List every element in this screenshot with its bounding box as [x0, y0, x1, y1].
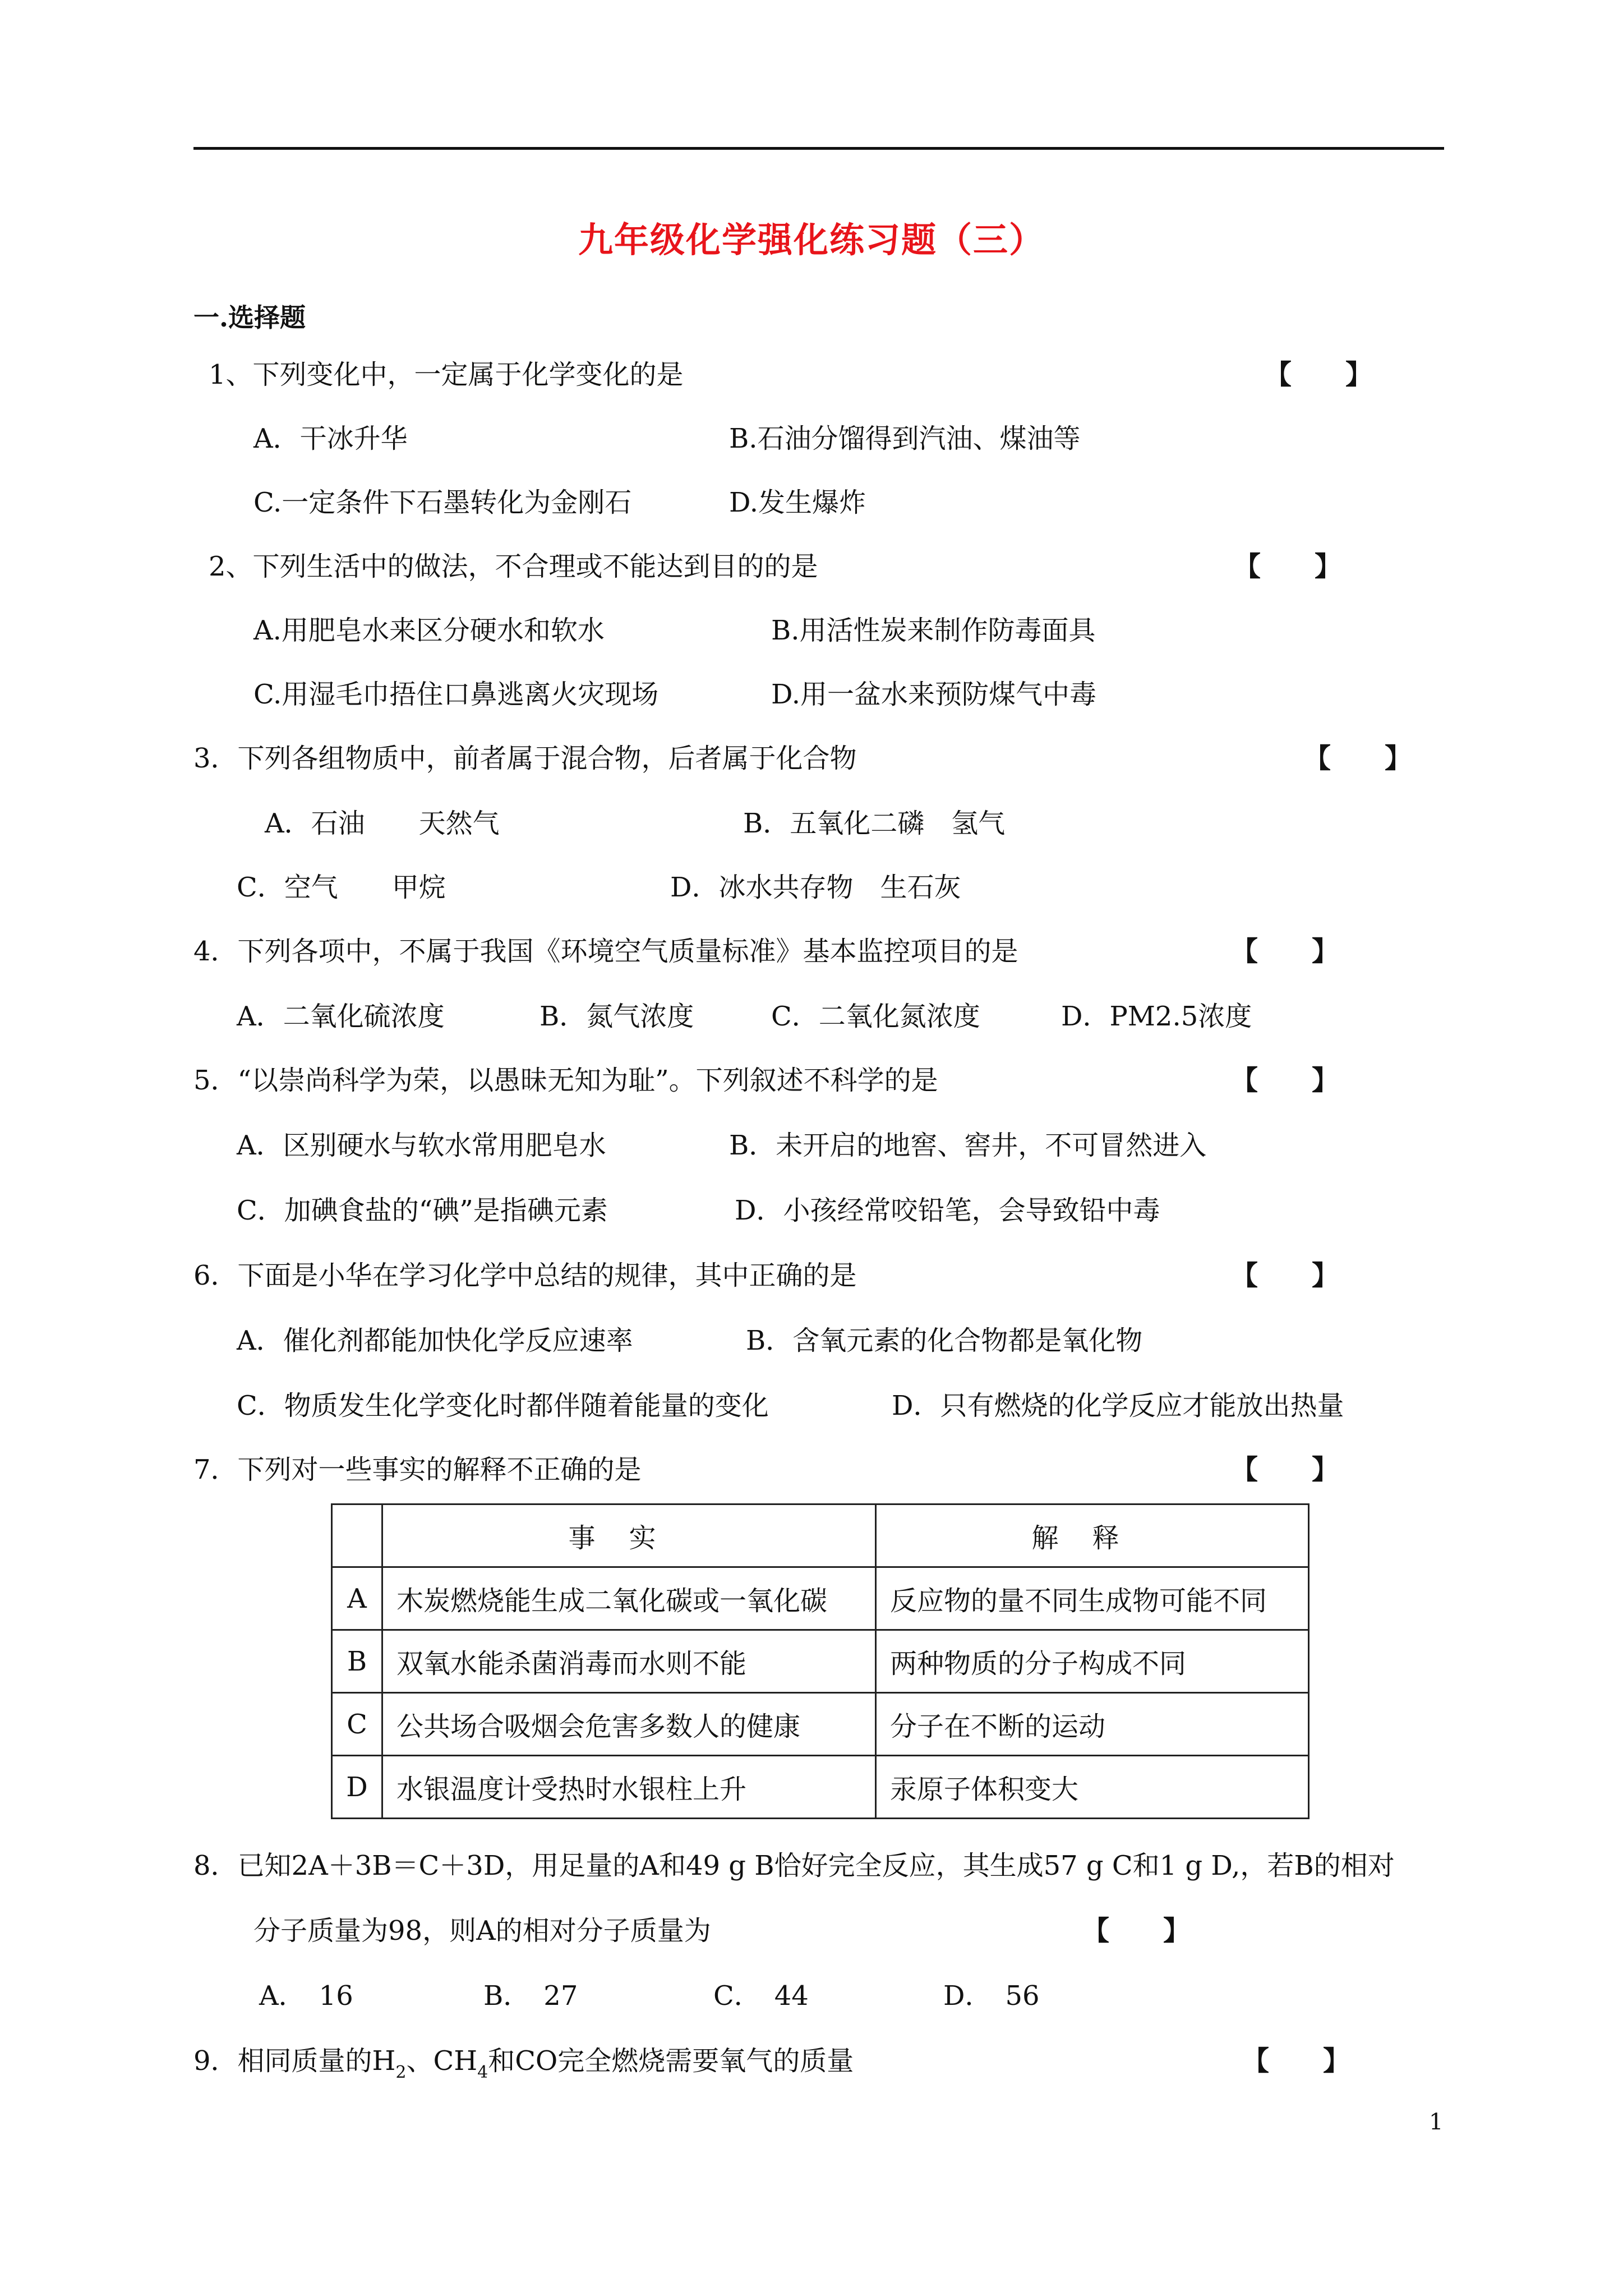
question-1-option-d: D.发生爆炸: [729, 487, 866, 518]
question-5-option-a: A．区别硬水与软水常用肥皂水: [237, 1130, 606, 1161]
question-8-option-b: B． 27: [483, 1980, 578, 2012]
question-5-answer-bracket: 【 】: [1231, 1065, 1339, 1096]
question-5-option-d: D．小孩经常咬铅笔，会导致铅中毒: [735, 1195, 1160, 1226]
header-rule: [193, 147, 1444, 150]
question-6-option-d: D．只有燃烧的化学反应才能放出热量: [892, 1390, 1344, 1421]
question-7-answer-bracket: 【 】: [1231, 1454, 1339, 1485]
table-row-letter: A: [332, 1567, 382, 1630]
table-header-fact: 事实: [382, 1504, 876, 1567]
question-4-stem: 4．下列各项中，不属于我国《环境空气质量标准》基本监控项目的是: [193, 936, 1018, 967]
question-9-stem-start: 9．相同质量的H: [193, 2045, 396, 2077]
question-1-option-b: B.石油分馏得到汽油、煤油等: [729, 423, 1081, 454]
question-3-option-d: D．冰水共存物 生石灰: [670, 872, 961, 903]
question-2-option-a: A.用肥皂水来区分硬水和软水: [253, 615, 605, 646]
question-4-option-c: C．二氧化氮浓度: [771, 1001, 980, 1032]
question-8-stem-line-2: 分子质量为98，则A的相对分子质量为: [253, 1915, 711, 1947]
question-8-option-a: A． 16: [259, 1980, 353, 2012]
question-3-stem: 3．下列各组物质中，前者属于混合物，后者属于化合物: [193, 743, 857, 774]
question-1-stem: 1、下列变化中，一定属于化学变化的是: [209, 359, 684, 390]
question-2-stem: 2、下列生活中的做法，不合理或不能达到目的的是: [209, 551, 818, 582]
table-header-blank-cell: [332, 1504, 382, 1567]
question-2-option-d: D.用一盆水来预防煤气中毒: [771, 679, 1097, 710]
question-8-option-d: D． 56: [943, 1980, 1040, 2012]
question-5-option-c: C．加碘食盐的“碘”是指碘元素: [237, 1195, 608, 1226]
ch4-subscript: 4: [477, 2063, 488, 2082]
table-row-fact: 公共场合吸烟会危害多数人的健康: [382, 1693, 876, 1756]
question-5-stem: 5．“以崇尚科学为荣，以愚昧无知为耻”。下列叙述不科学的是: [193, 1065, 938, 1096]
table-row-explanation: 分子在不断的运动: [876, 1693, 1309, 1756]
question-2-answer-bracket: 【 】: [1234, 551, 1342, 582]
question-8-stem-line-1: 8．已知2A＋3B＝C＋3D，用足量的A和49 g B恰好完全反应，其生成57 g C和1 g D,，若B的相对: [193, 1850, 1395, 1881]
question-4-answer-bracket: 【 】: [1231, 936, 1339, 967]
table-row-letter: D: [332, 1756, 382, 1819]
question-1-option-a: A．干冰升华: [253, 423, 408, 454]
table-row-letter: C: [332, 1693, 382, 1756]
question-8-option-c: C． 44: [713, 1980, 809, 2012]
table-row: [332, 1630, 1309, 1693]
question-5-option-b: B．未开启的地窖、窖井，不可冒然进入: [729, 1130, 1207, 1161]
table-row-letter: B: [332, 1630, 382, 1693]
facts-explanation-table: [331, 1503, 1310, 1819]
question-8-answer-bracket: 【 】: [1082, 1915, 1191, 1947]
table-row-fact: 水银温度计受热时水银柱上升: [382, 1756, 876, 1819]
question-6-answer-bracket: 【 】: [1231, 1260, 1339, 1291]
question-3-answer-bracket: 【 】: [1304, 743, 1412, 774]
question-4-option-a: A．二氧化硫浓度: [237, 1001, 445, 1032]
table-row-explanation: 汞原子体积变大: [876, 1756, 1309, 1819]
page-number: 1: [1429, 2109, 1444, 2135]
question-3-option-a: A．石油 天然气: [265, 808, 500, 839]
table-row: [332, 1756, 1309, 1819]
question-7-stem: 7．下列对一些事实的解释不正确的是: [193, 1454, 642, 1485]
question-6-option-c: C．物质发生化学变化时都伴随着能量的变化: [237, 1390, 769, 1421]
table-row-explanation: 反应物的量不同生成物可能不同: [876, 1567, 1309, 1630]
question-9-answer-bracket: 【 】: [1242, 2045, 1350, 2077]
question-3-option-b: B．五氧化二磷 氢气: [743, 808, 1006, 839]
question-6-stem: 6．下面是小华在学习化学中总结的规律，其中正确的是: [193, 1260, 857, 1291]
section-heading: 一.选择题: [193, 302, 306, 333]
question-2-option-b: B.用活性炭来制作防毒面具: [771, 615, 1096, 646]
table-header-explanation: 解释: [876, 1504, 1309, 1567]
table-row-explanation: 两种物质的分子构成不同: [876, 1630, 1309, 1693]
question-9-stem: [193, 2044, 854, 2082]
question-4-option-d: D．PM2.5浓度: [1061, 1001, 1252, 1032]
table-row-fact: 双氧水能杀菌消毒而水则不能: [382, 1630, 876, 1693]
table-header-row: [332, 1504, 1309, 1567]
h2-subscript: 2: [395, 2063, 407, 2082]
question-6-option-b: B．含氧元素的化合物都是氧化物: [746, 1325, 1143, 1356]
question-3-option-c: C．空气 甲烷: [237, 872, 446, 903]
question-2-option-c: C.用湿毛巾捂住口鼻逃离火灾现场: [253, 679, 659, 710]
page-title: 九年级化学强化练习题（三）: [578, 219, 1045, 260]
table-row: [332, 1567, 1309, 1630]
table-row-fact: 木炭燃烧能生成二氧化碳或一氧化碳: [382, 1567, 876, 1630]
question-6-option-a: A．催化剂都能加快化学反应速率: [237, 1325, 633, 1356]
question-1-option-c: C.一定条件下石墨转化为金刚石: [253, 487, 632, 518]
question-4-option-b: B．氮气浓度: [540, 1001, 694, 1032]
table-row: [332, 1693, 1309, 1756]
question-1-answer-bracket: 【 】: [1265, 359, 1373, 390]
question-9-stem-end: 和CO完全燃烧需要氧气的质量: [488, 2045, 854, 2077]
question-9-stem-mid: 、CH: [406, 2045, 478, 2077]
